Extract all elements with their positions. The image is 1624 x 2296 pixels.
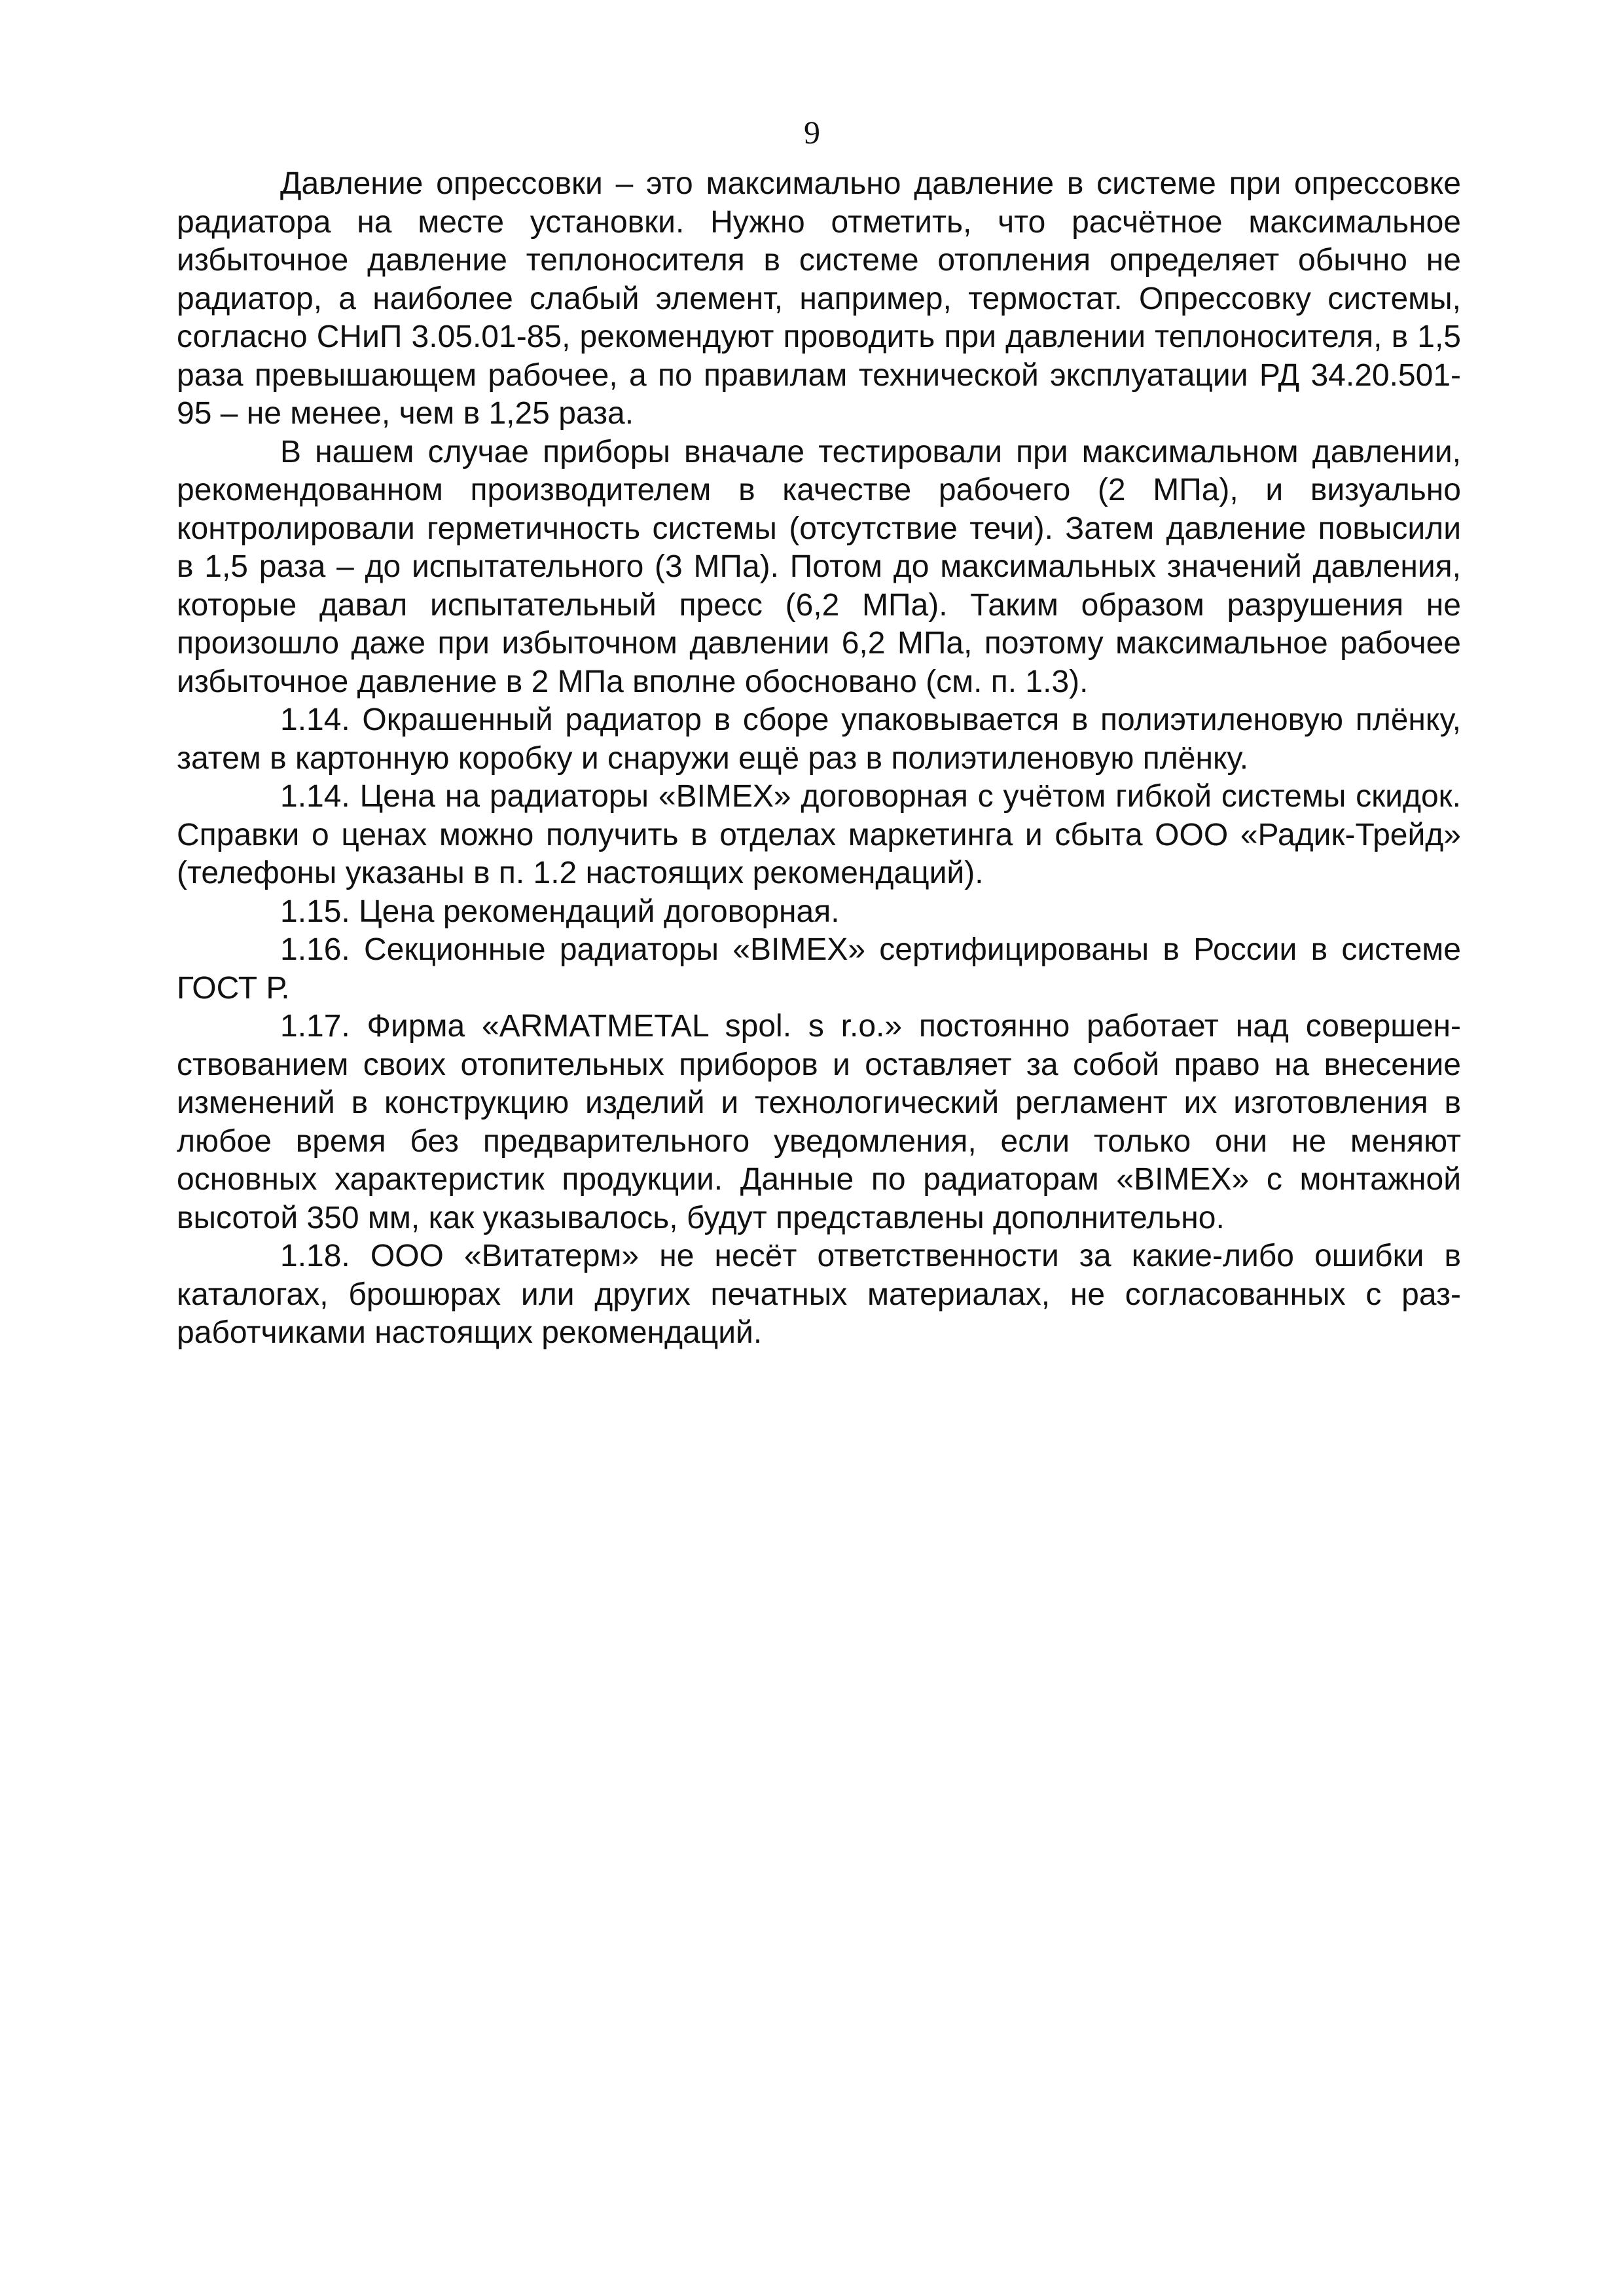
paragraph-liability: 1.18. ООО «Витатерм» не несёт ответственности за какие-либо ошибки в каталогах, брошюрах или других печатных материалах, не согласованных с разработчиками настоящих рекомендаций.: [177, 1239, 1461, 1350]
paragraph-price-radiators: 1.14. Цена на радиаторы «BIMEX» договорная с учётом гибкой системы скидок. Справки о ценах можно получить в отделах маркетинга и сбыта ООО «Радик-Трейд» (телефоны указаны в п. 1.2 настоящих рекомендаций).: [177, 779, 1461, 890]
page-number: 9: [804, 114, 820, 151]
paragraph-pressure-test: Давление опрессовки – это максимально давление в системе при опрессовке радиатора на месте установки. Нужно отметить, что расчётное максимальное избыточное давление теплоносителя в системе отопления определяет обычно не радиатор, а наиболее слабый элемент, например, термостат. Опрессовку системы, согласно СНиП 3.05.01-85, рекомендуют проводить при давлении теплоносителя, в 1,5 раза превышающем рабочее, а по правилам технической эксплуатации РД 34.20.501-95 – не менее, чем в 1,25 раза.: [177, 166, 1461, 431]
paragraph-test-results: В нашем случае приборы вначале тестировали при максимальном давлении, рекомендованном производителем в качестве рабочего (2 МПа), и визуально контролировали герметичность системы (отсутствие течи). Затем давление повысили в 1,5 раза – до испытательного (3 МПа). Потом до максимальных значений давления, которые давал испытательный пресс (6,2 МПа). Таким образом разрушения не произошло даже при избыточном давлении 6,2 МПа, поэтому максимальное рабочее избыточное давление в 2 МПа вполне обосновано (см. п. 1.3).: [177, 434, 1461, 699]
paragraph-manufacturer-rights: 1.17. Фирма «ARMATMETAL spol. s r.o.» постоянно работает над совершенствованием своих отопительных приборов и оставляет за собой право на внесение изменений в конструкцию изделий и технологический регламент их изготовления в любое время без предварительного уведомления, если только они не меняют основных характеристик продукции. Данные по радиаторам «BIMEX» с монтажной высотой 350 мм, как указывалось, будут представлены дополнительно.: [177, 1009, 1461, 1235]
paragraph-price-recommendations: 1.15. Цена рекомендаций договорная.: [280, 894, 840, 929]
paragraph-packaging: 1.14. Окрашенный радиатор в сборе упаковывается в полиэтиленовую плёнку, затем в картонную коробку и снаружи ещё раз в полиэтиленовую плёнку.: [177, 702, 1461, 776]
paragraph-certification: 1.16. Секционные радиаторы «BIMEX» сертифицированы в России в системе ГОСТ Р.: [177, 932, 1461, 1006]
document-body: [177, 165, 1461, 1353]
